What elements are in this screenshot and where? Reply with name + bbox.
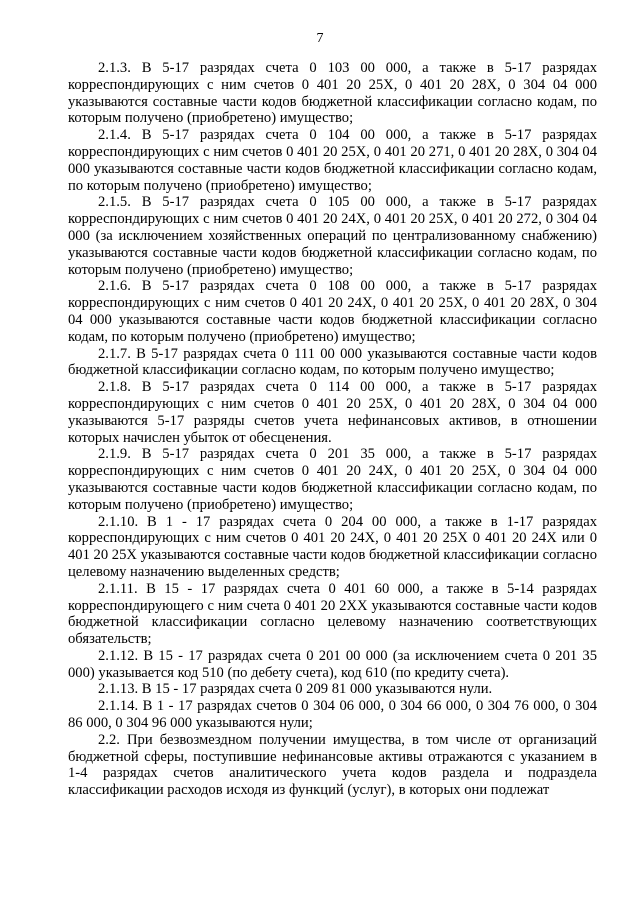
paragraph-2-1-9: 2.1.9. В 5-17 разрядах счета 0 201 35 000, а также в 5-17 разрядах корреспондирующих с ним счетов 0 401 20 24X, 0 401 20 25X, 0 304 04 000 указываются составные части кодов бюджетной классификации согласно кодам, по которым получено (приобретено) имущество; xyxy=(68,446,597,513)
paragraph-2-1-8: 2.1.8. В 5-17 разрядах счета 0 114 00 000, а также в 5-17 разрядах корреспондирующих с ним счетов 0 401 20 25X, 0 401 20 28X, 0 304 04 000 указываются 5-17 разряды счетов учета нефинансовых активов, в отношении которых начислен убыток от обесценения. xyxy=(68,379,597,446)
paragraph-2-1-5: 2.1.5. В 5-17 разрядах счета 0 105 00 000, а также в 5-17 разрядах корреспондирующих с ним счетов 0 401 20 24X, 0 401 20 25X, 0 401 20 272, 0 304 04 000 (за исключением хозяйственных операций по централизованному снабжению) указываются составные части кодов бюджетной классификации согласно кодам, по которым получено (приобретено) имущество; xyxy=(68,194,597,278)
paragraph-2-2: 2.2. При безвозмездном получении имущества, в том числе от организаций бюджетной сферы, поступившие нефинансовые активы отражаются с указанием в 1-4 разрядах счетов аналитического учета кодов раздела и подраздела классификации расходов исходя из функций (услуг), в которых они подлежат xyxy=(68,731,597,799)
paragraph-2-1-3: 2.1.3. В 5-17 разрядах счета 0 103 00 000, а также в 5-17 разрядах корреспондирующих с ним счетов 0 401 20 25X, 0 401 20 28X, 0 304 04 000 указываются составные части кодов бюджетной классификации согласно кодам, по которым получено (приобретено) имущество; xyxy=(68,60,597,127)
paragraph-2-1-12: 2.1.12. В 15 - 17 разрядах счета 0 201 00 000 (за исключением счета 0 201 35 000) указывается код 510 (по дебету счета), код 610 (по кредиту счета). xyxy=(68,647,597,681)
page-number: 7 xyxy=(316,31,324,46)
paragraph-2-1-14: 2.1.14. В 1 - 17 разрядах счетов 0 304 06 000, 0 304 66 000, 0 304 76 000, 0 304 86 000, 0 304 96 000 указываются нули; xyxy=(68,698,597,732)
document-body xyxy=(68,60,597,799)
paragraph-2-1-10: 2.1.10. В 1 - 17 разрядах счета 0 204 00 000, а также в 1-17 разрядах корреспондирующих с ним счетов 0 401 20 24X, 0 401 20 25X 0 401 20 24X или 0 401 20 25X указываются составные части кодов бюджетной классификации согласно целевому назначению выделенных средств; xyxy=(68,513,597,580)
paragraph-2-1-4: 2.1.4. В 5-17 разрядах счета 0 104 00 000, а также в 5-17 разрядах корреспондирующих с ним счетов 0 401 20 25X, 0 401 20 271, 0 401 20 28X, 0 304 04 000 указываются составные части кодов бюджетной классификации согласно кодам, по которым получено (приобретено) имущество; xyxy=(68,127,597,194)
paragraph-2-1-13: 2.1.13. В 15 - 17 разрядах счета 0 209 81 000 указываются нули. xyxy=(98,681,493,698)
paragraph-2-1-7: 2.1.7. В 5-17 разрядах счета 0 111 00 000 указываются составные части кодов бюджетной классификации согласно кодам, по которым получено имущество; xyxy=(68,345,597,379)
paragraph-2-1-11: 2.1.11. В 15 - 17 разрядах счета 0 401 60 000, а также в 5-14 разрядах корреспондирующего с ним счета 0 401 20 2XX указываются составные части кодов бюджетной классификации согласно целевому назначению соответствующих обязательств; xyxy=(68,580,597,648)
paragraph-2-1-6: 2.1.6. В 5-17 разрядах счета 0 108 00 000, а также в 5-17 разрядах корреспондирующих с ним счетов 0 401 20 24X, 0 401 20 25X, 0 401 20 28X, 0 304 04 000 указываются составные части кодов бюджетной классификации согласно кодам, по которым получено (приобретено) имущество; xyxy=(68,278,597,345)
